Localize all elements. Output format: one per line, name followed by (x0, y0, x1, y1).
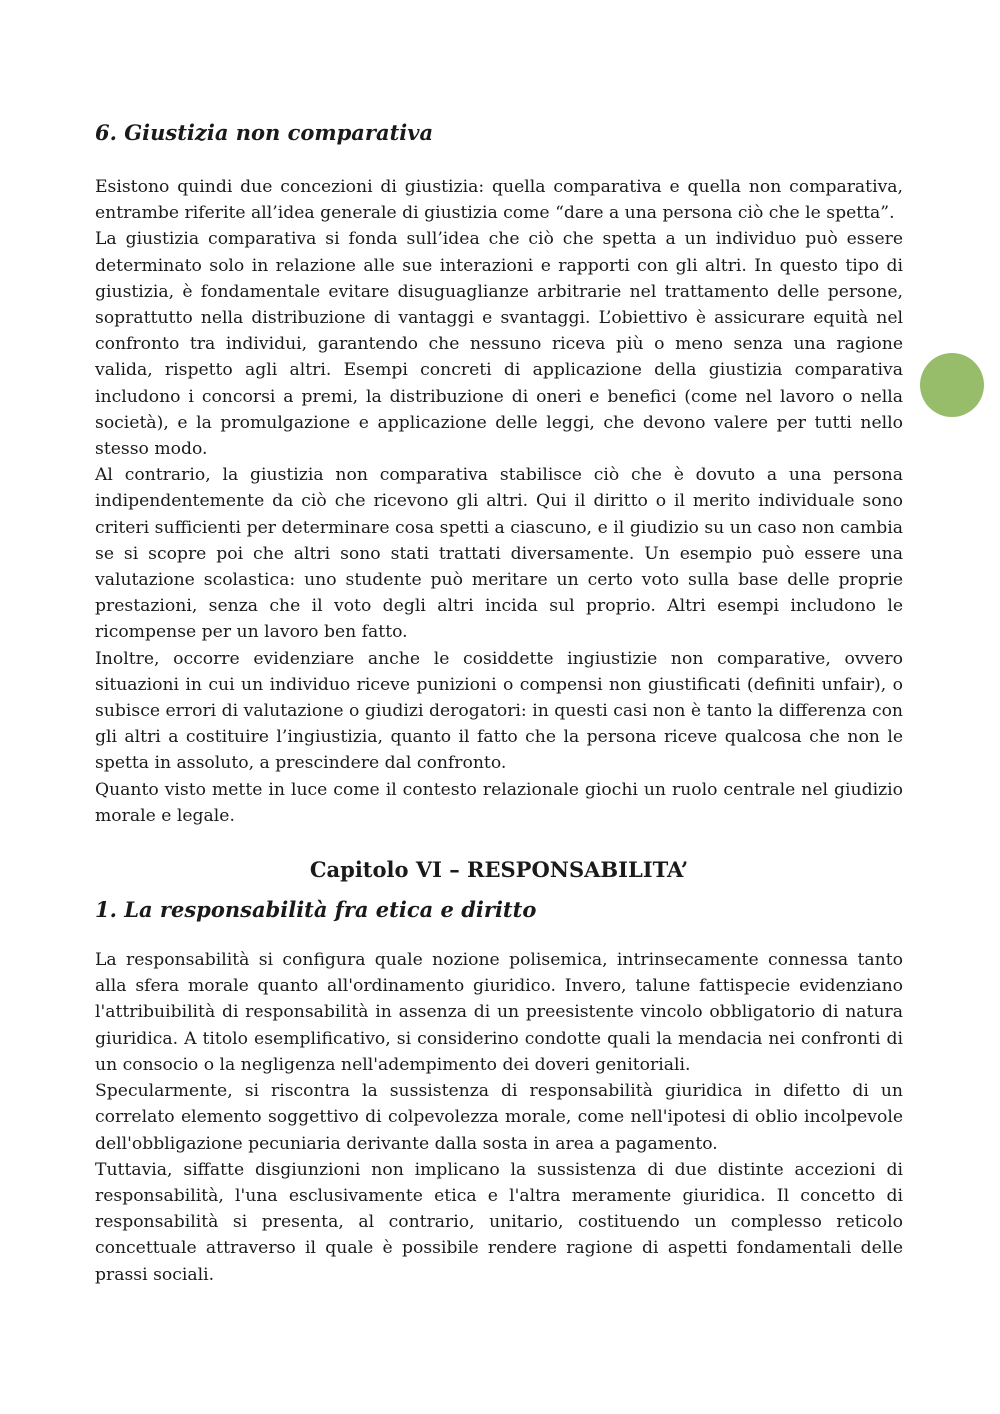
paragraph: La responsabilità si configura quale nozione polisemica, intrinsecamente connessa tanto alla sfera morale quanto all'ordinamento giuridico. Invero, talune fattispecie evidenziano l'attribuibilità di responsabilità in assenza di un preesistente vincolo obbligatorio di natura giuridica. A titolo esemplificativo, si considerino condotte quali la mendacia nei confronti di un consocio o la negligenza nell'adempimento dei doveri genitoriali. (95, 950, 903, 1075)
paragraph: Inoltre, occorre evidenziare anche le cosiddette ingiustizie non comparative, ovvero situazioni in cui un individuo riceve punizioni o compensi non giustificati (definiti unfair), o subisce errori di valutazione o giudizi derogatori: in questi casi non è tanto la differenza con gli altri a costituire l’ingiustizia, quanto il fatto che la persona riceve qualcosa che non le spetta in assoluto, a prescindere dal confronto. (95, 648, 903, 774)
paragraph: Quanto visto mette in luce come il contesto relazionale giochi un ruolo centrale nel giudizio morale e legale. (95, 779, 903, 826)
document-page (95, 118, 903, 1288)
paragraph: Al contrario, la giustizia non comparativa stabilisce ciò che è dovuto a una persona indipendentemente da ciò che ricevono gli altri. Qui il diritto o il merito individuale sono criteri sufficienti per determinare cosa spetti a ciascuno, e il giudizio su un caso non cambia se si scopre poi che altri sono stati trattati diversamente. Un esempio può essere una valutazione scolastica: uno studente può meritare un certo voto sulla base delle proprie prestazioni, senza che il voto degli altri incida sul proprio. Altri esempi includono le ricompense per un lavoro ben fatto. (95, 465, 903, 643)
side-tab-circle (920, 353, 984, 417)
section-title-responsabilita: 1. La responsabilità fra etica e diritto (95, 897, 537, 923)
paragraph: Tuttavia, siffatte disgiunzioni non implicano la sussistenza di due distinte accezioni di responsabilità, l'una esclusivamente etica e l'altra meramente giuridica. Il concetto di responsabilità si presenta, al contrario, unitario, costituendo un complesso reticolo concettuale attraverso il quale è possibile rendere ragione di aspetti fondamentali delle prassi sociali. (95, 1159, 903, 1285)
paragraph: Specularmente, si riscontra la sussistenza di responsabilità giuridica in difetto di un correlato elemento soggettivo di colpevolezza morale, come nell'ipotesi di oblio incolpevole dell'obbligazione pecuniaria derivante dalla sosta in area a pagamento. (95, 1081, 903, 1154)
chapter-title: Capitolo VI – RESPONSABILITA’ (309, 857, 689, 883)
paragraph: La giustizia comparativa si fonda sull’idea che ciò che spetta a un individuo può essere determinato solo in relazione alle sue interazioni e rapporti con gli altri. In questo tipo di giustizia, è fondamentale evitare disuguaglianze arbitrarie nel trattamento delle persone, soprattutto nella distribuzione di vantaggi e svantaggi. L’obiettivo è assicurare equità nel confronto tra individui, garantendo che nessuno riceva più o meno senza una ragione valida, rispetto agli altri. Esempi concreti di applicazione della giustizia comparativa includono i concorsi a premi, la distribuzione di oneri e benefici (come nel lavoro o nella società), e la promulgazione e applicazione delle leggi, che devono valere per tutti nello stesso modo. (95, 229, 903, 460)
paragraph: Esistono quindi due concezioni di giustizia: quella comparativa e quella non comparativa, entrambe riferite all’idea generale di giustizia come “dare a una persona ciò che le spetta”. (95, 177, 903, 224)
section-title-giustizia: 6. Giustizia non comparativa (95, 120, 434, 145)
